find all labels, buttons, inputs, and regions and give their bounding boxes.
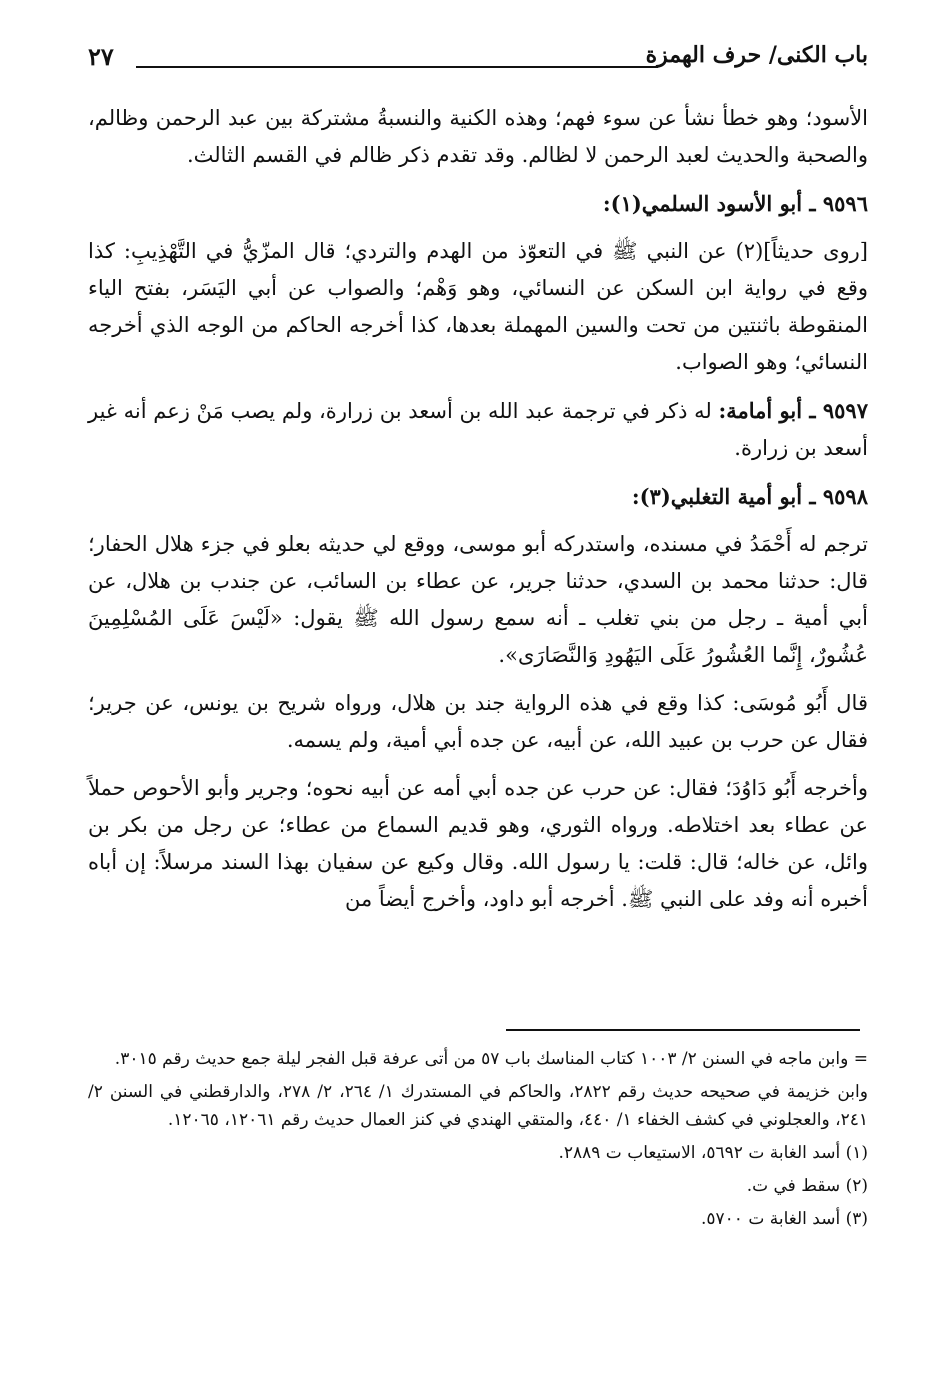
- running-title: باب الكنى/ حرف الهمزة: [645, 42, 868, 68]
- entry-9597: [88, 392, 868, 467]
- footnote-continuation-2: وابن خزيمة في صحيحه حديث رقم ٢٨٢٢، والحاكم في المستدرك ١/ ٢٦٤، ٢/ ٢٧٨، والدارقطني في السنن ٢/ ٢٤١، والعجلوني في كشف الخفاء ١/ ٤٤٠، والمتقي الهندي في كنز العمال حديث رقم ١٢٠٦١، ١٢٠٦٥.: [88, 1082, 868, 1130]
- footnotes: [88, 1045, 868, 1238]
- entry-9597-text: له ذكر في ترجمة عبد الله بن أسعد بن زرارة، ولم يصب مَنْ زعم أنه غير أسعد بن زرارة.: [88, 399, 868, 460]
- main-text: [88, 100, 868, 1015]
- entry-9598-paragraph-1: ترجم له أَحْمَدُ في مسنده، واستدركه أبو موسى، ووقع لي حديثه بعلو في جزء هلال الحفار؛ قال: حدثنا محمد بن السدي، حدثنا جرير، عن عطاء بن السائب، عن جندب بن هلال، عن أبي أمية ـ رجل من بني تغلب ـ أنه سمع رسول الله ﷺ يقول: «لَيْسَ عَلَى المُسْلِمِينَ عُشُورٌ، إِنَّما العُشُورُ عَلَى اليَهُودِ وَالنَّصَارَى».: [88, 532, 868, 667]
- footnote-2: (٢) سقط في ت.: [746, 1176, 868, 1196]
- header-rule: [136, 66, 658, 68]
- entry-9596-heading: ٩٥٩٦ ـ أبو الأسود السلمي(١):: [602, 191, 868, 216]
- entry-9598-heading: ٩٥٩٨ ـ أبو أمية التغلبي(٣):: [631, 484, 868, 509]
- entry-9598-paragraph-2: قال أَبُو مُوسَى: كذا وقع في هذه الرواية جند بن هلال، ورواه شريح بن يونس، عن جرير؛ فقال عن حرب بن عبيد الله، عن أبيه، عن جده أبي أمية، ولم يسمه.: [88, 691, 868, 752]
- footnote-separator: [506, 1029, 860, 1031]
- footnote-3: (٣) أسد الغابة ت ٥٧٠٠.: [701, 1209, 868, 1229]
- footnote-continuation-1: = وابن ماجه في السنن ٢/ ١٠٠٣ كتاب المناسك باب ٥٧ من أتى عرفة قبل الفجر ليلة جمع حديث رقم ٣٠١٥.: [114, 1049, 868, 1069]
- page-header: [88, 40, 868, 80]
- entry-9598-paragraph-3: وأخرجه أَبُو دَاوُدَ؛ فقال: عن حرب عن جده أبي أمه عن أبيه نحوه؛ وجرير وأبو الأحوص حملاً عن عطاء بعد اختلاطه. ورواه الثوري، وهو قديم السماع من عطاء؛ عن رجل من بكر بن وائل، عن خاله؛ قال: قلت: يا رسول الله. وقال وكيع عن سفيان بهذا السند مرسلاً: إن أباه أخبره أنه وفد على النبي ﷺ. أخرجه أبو داود، وأخرج أيضاً من: [88, 776, 868, 911]
- entry-9596-text: [روى حديثاً](٢) عن النبي ﷺ في التعوّذ من الهدم والتردي؛ قال المزّيُّ في التَّهْذِيبِ: كذا وقع في رواية ابن السكن عن النسائي، وهو وَهْم؛ والصواب عن أبي اليَسَر، بفتح الياء المنقوطة باثنتين من تحت والسين المهملة بعدها، كذا أخرجه الحاكم من الوجه الذي أخرجه النسائي؛ وهو الصواب.: [88, 239, 868, 374]
- footnote-1: (١) أسد الغابة ت ٥٦٩٢، الاستيعاب ت ٢٨٨٩.: [558, 1143, 868, 1163]
- page-number: ٢٧: [88, 42, 114, 71]
- paragraph-continuation: الأسود؛ وهو خطأ نشأ عن سوء فهم؛ وهذه الكنية والنسبةُ مشتركة بين عبد الرحمن وظالم، والصحبة والحديث لعبد الرحمن لا لظالم. وقد تقدم ذكر ظالم في القسم الثالث.: [88, 106, 868, 167]
- entry-9597-heading: ٩٥٩٧ ـ أبو أمامة:: [718, 398, 868, 423]
